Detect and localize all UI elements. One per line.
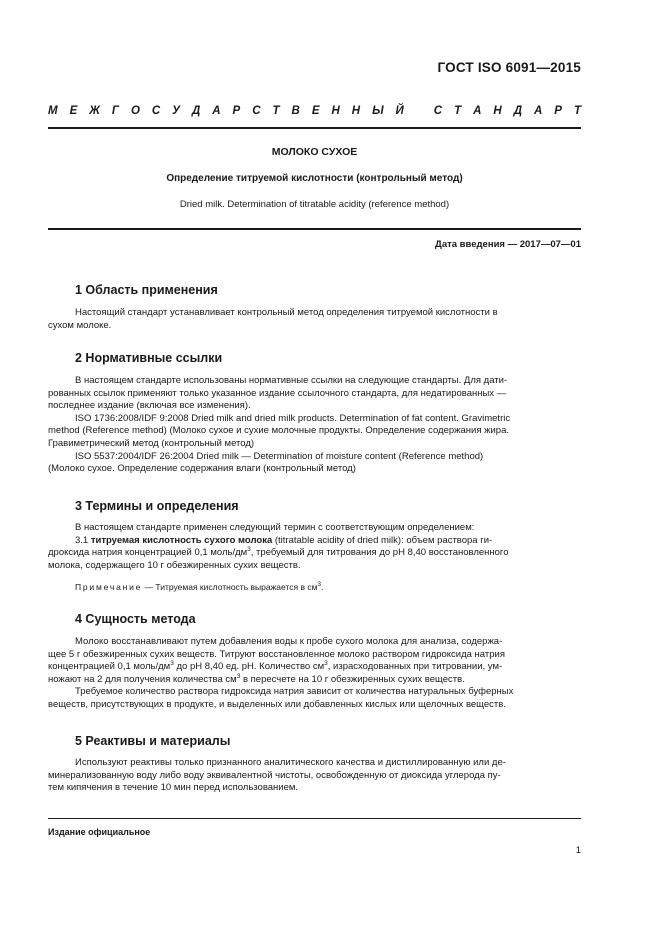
banner-letter: С: [151, 105, 161, 117]
banner-letter: С: [433, 105, 443, 117]
paragraph-line: (Молоко сухое. Определение содержания влаги (контрольный метод): [48, 463, 356, 475]
paragraph-line: веществ, присутствующих в продукте, и выделенных или добавленных кислых или щелочных веществ.: [48, 698, 506, 710]
banner-letter: Р: [554, 105, 562, 117]
banner-letter: Г: [111, 105, 119, 117]
paragraph-line: Гравиметрический метод (контрольный метод): [48, 437, 255, 449]
term-number: 3.1: [75, 534, 89, 546]
text-span: в пересчете на 10 г обезжиренных сухих веществ.: [240, 673, 465, 685]
text-span: концентрацией 0,1 моль/дм: [48, 661, 171, 673]
term-english: (titratable acidity of dried milk): объем раствора ги-: [274, 534, 493, 546]
document-title: МОЛОКО СУХОЕ: [271, 146, 358, 158]
paragraph-line: [48, 661, 581, 674]
superscript: 3: [324, 660, 328, 668]
note: [48, 581, 581, 594]
banner-letter: А: [534, 105, 543, 117]
title-rule: [48, 228, 581, 230]
banner-letter: Т: [454, 105, 462, 117]
banner-letter: А: [473, 105, 482, 117]
text-span: до рН 8,40 ед. рН. Количество см: [173, 661, 325, 673]
paragraph-line: последнее издание (включая все изменения).: [48, 400, 251, 412]
text-span: , израсходованных при титровании, ум-: [327, 661, 503, 673]
section-references-text: [48, 375, 581, 476]
paragraph-line: Настоящий стандарт устанавливает контрольный метод определения титруемой кислотности в: [75, 307, 498, 318]
section-reagents-text: [48, 757, 581, 795]
paragraph-line: Используют реактивы только признанного аналитического качества и дистиллированную или де-: [75, 757, 506, 768]
section-scope-text: [48, 307, 581, 332]
section-heading-scope: 1 Область применения: [75, 283, 218, 297]
banner-letter: Н: [331, 105, 340, 117]
text-span: ножают на 2 для получения количества см: [48, 673, 237, 685]
paragraph-line: минерализованную воду либо воду эквивалентной чистоты, освобожденную от диоксида углерода пу-: [48, 769, 501, 781]
note-text: — Титруемая кислотность выражается в см: [142, 582, 318, 592]
paragraph-line: ISO 1736:2008/IDF 9:2008 Dried milk and dried milk products. Determination of fat content. Gravimetric: [75, 412, 511, 424]
paragraph-line: молока, содержащего 10 г обезжиренных сухих веществ.: [48, 559, 301, 571]
section-heading-reagents: 5 Реактивы и материалы: [75, 734, 231, 748]
banner-letter: Е: [69, 105, 78, 117]
section-terms-text: [48, 522, 581, 572]
superscript: 3: [236, 672, 241, 680]
banner-letter: Т: [272, 105, 280, 117]
banner-letter: Ы: [372, 105, 384, 117]
banner-letter: Н: [351, 105, 361, 117]
effective-date: Дата введения — 2017—07—01: [435, 239, 581, 250]
superscript: 3: [247, 546, 251, 554]
paragraph-line: [48, 674, 581, 687]
banner-letter: Д: [513, 105, 523, 117]
section-principle-text: [48, 636, 581, 712]
banner-gap: [416, 105, 422, 117]
term-name: титруемая кислотность сухого молока: [90, 534, 273, 546]
superscript: 3: [170, 660, 174, 668]
footer-rule: [48, 818, 581, 819]
paragraph-line: [48, 547, 581, 560]
page-number: 1: [575, 845, 581, 856]
banner-letter: Т: [573, 105, 581, 117]
paragraph-line: сухом молоке.: [48, 319, 112, 331]
banner-letter: С: [252, 105, 261, 117]
paragraph-line: method (Reference method) (Молоко сухое и сухие молочные продукты. Определение содержания жира.: [48, 425, 509, 437]
paragraph-line: щее 5 г обезжиренных сухих веществ. Титруют восстановленное молоко раствором гидроксида натрия: [48, 648, 505, 660]
section-heading-references: 2 Нормативные ссылки: [75, 351, 223, 365]
section-heading-terms: 3 Термины и определения: [75, 499, 239, 513]
interstate-standard-banner: [48, 105, 581, 117]
banner-letter: В: [291, 105, 300, 117]
paragraph-line: ISO 5537:2004/IDF 26:2004 Dried milk — Determination of moisture content (Reference method): [75, 450, 484, 462]
banner-letter: Д: [191, 105, 201, 117]
text-span: .: [321, 582, 324, 592]
paragraph-line: тем кипячения в течение 10 мин перед использованием.: [48, 782, 299, 794]
official-edition-label: Издание официальное: [48, 827, 151, 837]
header-rule: [48, 127, 581, 129]
paragraph-line: рованных ссылок применяют только указанное издание ссылочного стандарта, для недатированных —: [48, 387, 507, 399]
text-span: дроксида натрия концентрацией 0,1 моль/дм: [48, 547, 248, 559]
banner-letter: О: [130, 105, 140, 117]
banner-letter: А: [212, 105, 221, 117]
banner-letter: Р: [232, 105, 241, 117]
banner-letter: У: [172, 105, 180, 117]
banner-letter: М: [48, 105, 58, 117]
section-heading-principle: 4 Сущность метода: [75, 612, 196, 626]
note-line: [48, 581, 581, 594]
paragraph-line: Молоко восстанавливают путем добавления воды к пробе сухого молока для анализа, содержа-: [75, 636, 503, 647]
standard-code: ГОСТ ISO 6091—2015: [437, 60, 581, 75]
banner-letter: Е: [311, 105, 320, 117]
banner-letter: Ж: [89, 105, 100, 117]
note-label: Примечание: [75, 582, 143, 592]
banner-letter: Й: [395, 105, 404, 117]
document-subtitle-ru: Определение титруемой кислотности (контрольный метод): [166, 173, 463, 184]
term-definition-line: [48, 535, 581, 548]
paragraph-line: В настоящем стандарте использованы нормативные ссылки на следующие стандарты. Для дати-: [75, 375, 508, 386]
text-span: , требуемый для титрования до рН 8,40 восстановленного: [250, 547, 509, 559]
paragraph-line: В настоящем стандарте применен следующий термин с соответствующим определением:: [75, 522, 475, 533]
banner-letter: Н: [493, 105, 502, 117]
document-subtitle-en: Dried milk. Determination of titratable acidity (reference method): [179, 199, 450, 210]
superscript: 3: [317, 581, 322, 589]
paragraph-line: Требуемое количество раствора гидроксида натрия зависит от количества натуральных буферных: [75, 686, 514, 698]
